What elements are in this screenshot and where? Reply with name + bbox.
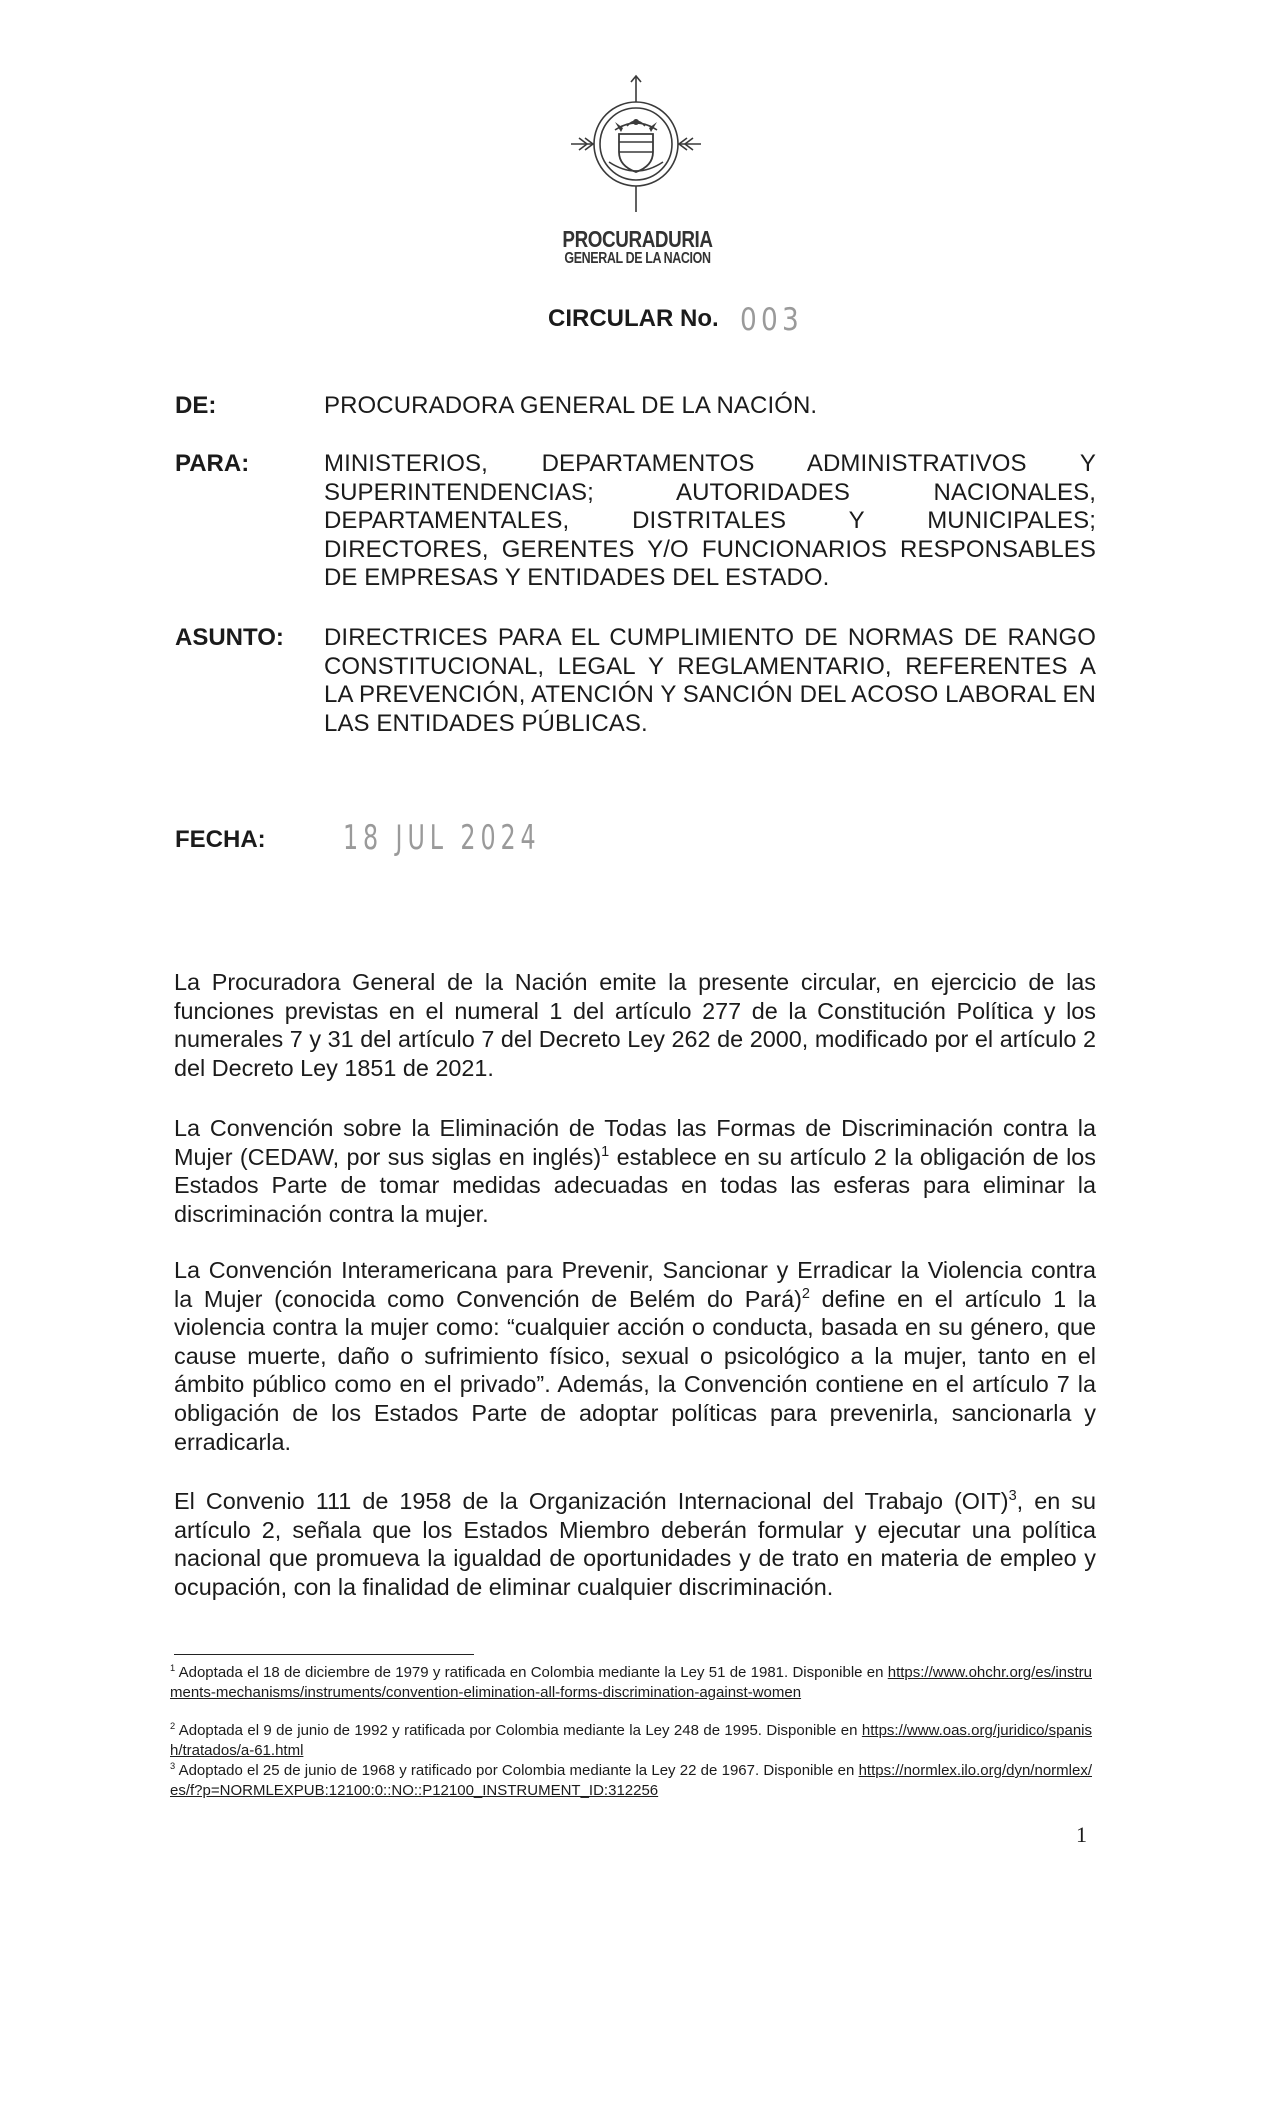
paragraph-2-text-a: La Convención sobre la Eliminación de Todas las Formas de Discriminación contra la Mujer (CEDAW, por sus siglas en inglés) [174, 1115, 1096, 1170]
page-number: 1 [1076, 1822, 1087, 1847]
footnote-3-text: Adoptado el 25 de junio de 1968 y ratificado por Colombia mediante la Ley 22 de 1967. Disponible en [175, 1762, 859, 1779]
footnote-3-number: 3 [170, 1761, 176, 1771]
footnote-ref-3: 3 [1008, 1488, 1017, 1505]
coat-of-arms-logo [565, 72, 707, 214]
paragraph-2-text-b: establece en su artículo 2 la obligación de los Estados Parte de tomar medidas adecuadas en todas las esferas para eliminar la discriminación contra la mujer. [174, 1143, 1096, 1227]
footnote-1-number: 1 [170, 1663, 176, 1673]
de-value: PROCURADORA GENERAL DE LA NACIÓN. [324, 392, 818, 419]
footnote-2-text: Adoptada el 9 de junio de 1992 y ratificada por Colombia mediante la Ley 248 de 1995. Disponible en [175, 1722, 862, 1739]
asunto-label: ASUNTO: [175, 624, 284, 651]
asunto-value: DIRECTRICES PARA EL CUMPLIMIENTO DE NORMAS DE RANGO CONSTITUCIONAL, LEGAL Y REGLAMENTARIO, REFERENTES A LA PREVENCIÓN, ATENCIÓN Y SANCIÓN DEL ACOSO LABORAL EN LAS ENTIDADES PÚBLICAS. [324, 624, 1096, 737]
footnote-ref-2: 2 [801, 1285, 810, 1302]
footnote-2-link[interactable]: https://www.oas.org/juridico/spanish/tratados/a-61.html [170, 1722, 1092, 1759]
footnote-2-number: 2 [170, 1721, 176, 1731]
footnote-separator [174, 1654, 474, 1655]
circular-label: CIRCULAR No. [548, 305, 719, 332]
paragraph-3 [174, 1256, 1096, 1456]
org-subname: GENERAL DE LA NACION [564, 250, 711, 267]
footnote-3 [170, 1761, 1092, 1800]
paragraph-4-text-a: El Convenio 111 de 1958 de la Organización Internacional del Trabajo (OIT) [174, 1488, 1009, 1514]
circular-number-stamp: 003 [740, 302, 804, 338]
de-label: DE: [175, 392, 217, 419]
paragraph-1: La Procuradora General de la Nación emite la presente circular, en ejercicio de las funciones previstas en el numeral 1 del artículo 277 de la Constitución Política y los numerales 7 y 31 del artículo 7 del Decreto Ley 262 de 2000, modificado por el artículo 2 del Decreto Ley 1851 de 2021. [174, 969, 1096, 1081]
paragraph-4-text-b: , en su artículo 2, señala que los Estados Miembro deberán formular y ejecutar una política nacional que promueva la igualdad de oportunidades y de trato en materia de empleo y ocupación, con la finalidad de eliminar cualquier discriminación. [174, 1488, 1096, 1600]
org-name: PROCURADURIA [562, 226, 713, 252]
paragraph-3-text-b: define en el artículo 1 la violencia contra la mujer como: “cualquier acción o conducta, basada en su género, que cause muerte, daño o sufrimiento físico, sexual o psicológico a la mujer, tanto en el ámbito público como en el privado”. Además, la Convención contiene en el artículo 7 la obligación de los Estados Parte de adoptar políticas para prevenirla, sancionarla y erradicarla. [174, 1285, 1096, 1455]
fecha-date-stamp: 18 JUL 2024 [343, 818, 541, 858]
footnote-3-link[interactable]: https://normlex.ilo.org/dyn/normlex/es/f?p=NORMLEXPUB:12100:0::NO::P12100_INSTRUMENT_ID:312256 [170, 1762, 1092, 1799]
footnote-1-link[interactable]: https://www.ohchr.org/es/instruments-mechanisms/instruments/convention-elimination-all-forms-discrimination-against-women [170, 1664, 1092, 1701]
paragraph-2 [174, 1114, 1096, 1228]
para-label: PARA: [175, 450, 250, 477]
paragraph-3-text-a: La Convención Interamericana para Prevenir, Sancionar y Erradicar la Violencia contra la Mujer (conocida como Convención de Belém do Pará) [174, 1257, 1096, 1312]
footnote-1-text: Adoptada el 18 de diciembre de 1979 y ratificada en Colombia mediante la Ley 51 de 1981. Disponible en [175, 1664, 888, 1681]
paragraph-4 [174, 1487, 1096, 1601]
para-value: MINISTERIOS, DEPARTAMENTOS ADMINISTRATIVOS Y SUPERINTENDENCIAS; AUTORIDADES NACIONALES, DEPARTAMENTALES, DISTRITALES Y MUNICIPALES; DIRECTORES, GERENTES Y/O FUNCIONARIOS RESPONSABLES DE EMPRESAS Y ENTIDADES DEL ESTADO. [324, 450, 1096, 591]
fecha-label: FECHA: [175, 826, 266, 853]
footnote-1 [170, 1663, 1092, 1702]
footnote-ref-1: 1 [601, 1143, 610, 1160]
footnote-2 [170, 1721, 1092, 1760]
